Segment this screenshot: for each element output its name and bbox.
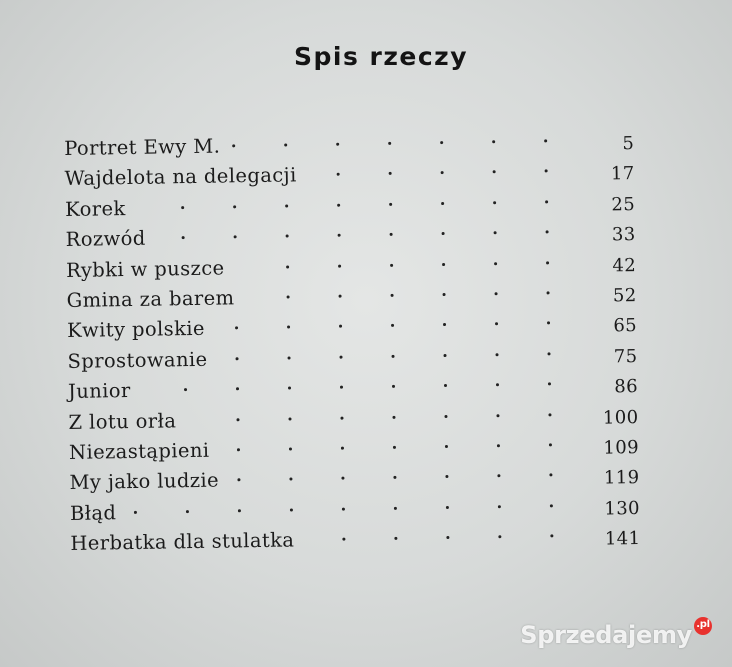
- leader-dot: [389, 203, 392, 206]
- leader-dot: [389, 172, 392, 175]
- leader-dot: [545, 170, 548, 173]
- leader-dot: [286, 265, 289, 268]
- toc-entry-page: 17: [610, 163, 635, 185]
- leader-dot: [288, 417, 291, 420]
- toc-entry-page: 109: [603, 436, 640, 459]
- leader-dot: [134, 511, 137, 514]
- leader-dot: [443, 354, 446, 357]
- leader-dot: [493, 171, 496, 174]
- leader-dot: [392, 415, 395, 418]
- toc-entry-page: 42: [612, 254, 637, 276]
- toc-entry-title: Wajdelota na delegacji: [64, 163, 297, 191]
- leader-dot: [547, 322, 550, 325]
- leader-dot: [338, 264, 341, 267]
- toc-entry-page: 25: [611, 193, 636, 216]
- leader-dot: [336, 143, 339, 146]
- toc-entry-page: 130: [604, 497, 641, 520]
- leader-dot: [440, 141, 443, 144]
- leader-dot: [236, 387, 239, 390]
- leader-dot: [288, 356, 291, 359]
- leader-dot: [289, 447, 292, 450]
- toc-entry-title: Korek: [65, 196, 126, 221]
- leader-dot: [234, 235, 237, 238]
- leader-dot: [548, 413, 551, 416]
- leader-dot: [184, 388, 187, 391]
- leader-dot: [550, 534, 553, 537]
- leader-dot: [441, 202, 444, 205]
- leader-dot: [442, 263, 445, 266]
- leader-dot: [492, 140, 495, 143]
- toc-entry-title: Sprostowanie: [67, 347, 208, 373]
- leader-dot: [287, 326, 290, 329]
- leader-dot: [337, 203, 340, 206]
- leader-dot: [497, 444, 500, 447]
- toc-entry-title: Herbatka dla stulatka: [70, 528, 295, 556]
- leader-dot: [393, 476, 396, 479]
- leader-dot: [498, 505, 501, 508]
- watermark-text: Sprzedajemy: [520, 621, 692, 649]
- leader-dot: [495, 323, 498, 326]
- leader-dot: [236, 418, 239, 421]
- toc-entry-title: Rybki w puszce: [65, 256, 225, 282]
- leader-dot: [388, 142, 391, 145]
- leader-dot: [342, 538, 345, 541]
- leader-dot: [544, 139, 547, 142]
- leader-dot: [547, 352, 550, 355]
- leader-dot: [288, 387, 291, 390]
- leader-dot: [339, 295, 342, 298]
- toc-entry-page: 75: [613, 345, 638, 368]
- leader-dot: [550, 504, 553, 507]
- leader-dot: [237, 479, 240, 482]
- leader-dot: [287, 295, 290, 298]
- leader-dot: [443, 293, 446, 296]
- leader-dot: [290, 508, 293, 511]
- leader-dot: [284, 143, 287, 146]
- leader-dot: [289, 478, 292, 481]
- leader-dot: [498, 535, 501, 538]
- leader-dot: [186, 510, 189, 513]
- page-title: Spis rzeczy: [293, 42, 469, 71]
- leader-dot: [392, 385, 395, 388]
- leader-dot: [238, 509, 241, 512]
- leader-dot: [446, 536, 449, 539]
- leader-dot: [547, 291, 550, 294]
- leader-dot: [237, 448, 240, 451]
- leader-dot: [339, 325, 342, 328]
- leader-dot: [236, 357, 239, 360]
- leader-dot: [340, 355, 343, 358]
- leader-dot: [340, 416, 343, 419]
- leader-dot: [493, 201, 496, 204]
- leader-dot: [495, 292, 498, 295]
- leader-dot: [392, 355, 395, 358]
- leader-dot: [232, 144, 235, 147]
- leader-dot: [341, 477, 344, 480]
- table-of-contents: [64, 125, 641, 559]
- leader-dot: [338, 234, 341, 237]
- leader-dot: [393, 446, 396, 449]
- leader-dot: [548, 383, 551, 386]
- leader-dot: [233, 205, 236, 208]
- leader-dot: [494, 231, 497, 234]
- leader-dot: [391, 294, 394, 297]
- toc-entry-title: Portret Ewy M.: [64, 134, 221, 160]
- leader-dot: [496, 383, 499, 386]
- toc-entry-page: 33: [611, 224, 636, 246]
- toc-entry-page: 5: [622, 133, 635, 155]
- leader-dot: [497, 474, 500, 477]
- leader-dot: [496, 414, 499, 417]
- leader-dot: [549, 443, 552, 446]
- leader-dot: [285, 204, 288, 207]
- toc-entry-page: 100: [602, 406, 639, 429]
- leader-dot: [549, 474, 552, 477]
- leader-dot: [494, 262, 497, 265]
- toc-entry-title: Kwity polskie: [66, 317, 206, 343]
- leader-dot: [446, 506, 449, 509]
- toc-entry-title: Błąd: [69, 500, 117, 525]
- toc-entry-page: 86: [614, 376, 639, 398]
- toc-entry-page: 119: [603, 467, 640, 489]
- watermark-badge: .pl: [694, 617, 712, 635]
- leader-dot: [443, 323, 446, 326]
- leader-dot: [286, 235, 289, 238]
- leader-dot: [546, 231, 549, 234]
- leader-dot: [390, 263, 393, 266]
- toc-entry-title: Rozwód: [65, 226, 146, 252]
- toc-entry-page: 141: [604, 528, 641, 550]
- leader-dot: [390, 233, 393, 236]
- leader-dot: [182, 236, 185, 239]
- leader-dot: [342, 507, 345, 510]
- leader-dot: [235, 327, 238, 330]
- leader-dot: [337, 173, 340, 176]
- toc-entry-title: Niezastąpieni: [68, 438, 210, 464]
- toc-entry-page: 65: [613, 315, 638, 337]
- toc-entry-page: 52: [612, 284, 637, 307]
- leader-dot: [341, 447, 344, 450]
- leader-dot: [546, 261, 549, 264]
- toc-entry-title: My jako ludzie: [69, 468, 220, 495]
- leader-dot: [394, 507, 397, 510]
- watermark-logo: [520, 621, 712, 649]
- toc-entry-title: Z lotu orła: [68, 408, 177, 434]
- toc-entry-title: Junior: [67, 379, 131, 404]
- leader-dot: [445, 475, 448, 478]
- leader-dot: [441, 171, 444, 174]
- leader-dot: [340, 386, 343, 389]
- leader-dot: [391, 324, 394, 327]
- leader-dot: [545, 200, 548, 203]
- leader-dot: [495, 353, 498, 356]
- leader-dot: [445, 445, 448, 448]
- leader-dot: [444, 415, 447, 418]
- leader-dot: [394, 537, 397, 540]
- leader-dot: [442, 232, 445, 235]
- leader-dot: [444, 384, 447, 387]
- toc-entry-title: Gmina za barem: [66, 286, 235, 312]
- leader-dot: [181, 206, 184, 209]
